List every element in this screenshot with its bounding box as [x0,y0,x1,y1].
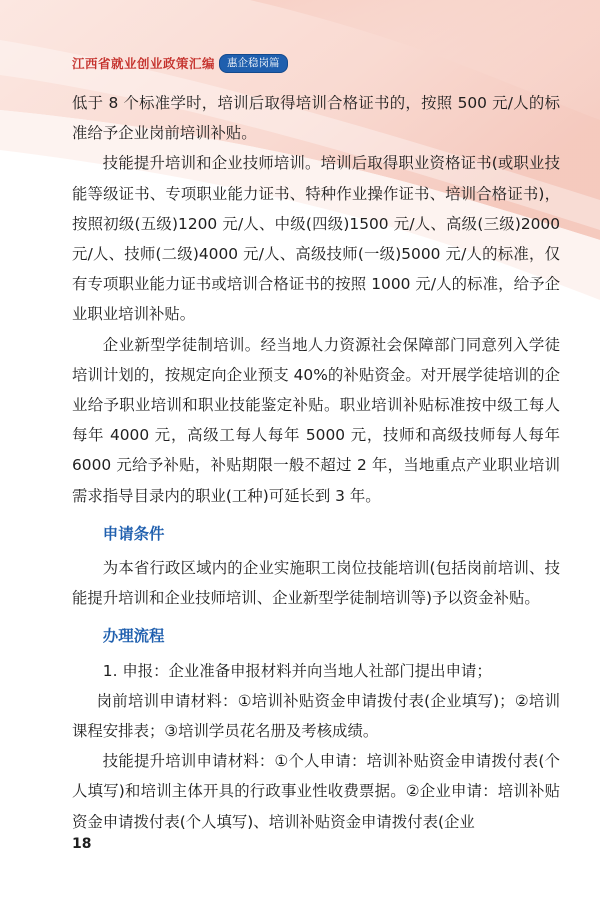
heading-process: 办理流程 [102,627,165,646]
publication-title: 江西省就业创业政策汇编 [72,55,216,71]
process-skill-materials: 技能提升培训申请材料：①个人申请：培训补贴资金申请拨付表(个人填写)和培训主体开具的行政事业性收费票据。②企业申请：培训补贴资金申请拨付表(个人填写)、培训补贴资金申请拨付表(企业 [72,752,560,831]
heading-conditions: 申请条件 [102,524,165,543]
page-content [72,88,560,837]
paragraph-apprenticeship: 企业新型学徒制培训。经当地人力资源社会保障部门同意列入学徒培训计划的，按规定向企业预支 40%的补贴资金。对开展学徒培训的企业给予职业培训和职业技能鉴定补贴。职业培训补贴标准按中级工每人每年 4000 元，高级工每人每年 5000 元，技师和高级技师每人每年 6000 元给予补贴，补贴期限一般不超过 2 年，当地重点产业职业培训需求指导目录内的职业(工种)可延长到 3 年。 [72,335,560,505]
paragraph-skill-upgrade: 技能提升培训和企业技师培训。培训后取得职业资格证书(或职业技能等级证书、专项职业能力证书、特种作业操作证书、培训合格证书)，按照初级(五级)1200 元/人、中级(四级)1500 元/人、高级(三级)2000 元/人、技师(二级)4000 元/人、高级技师(一级)5000 元/人的标准，仅有专项职业能力证书或培训合格证书的按照 1000 元/人的标准，给予企业职业培训补贴。 [72,154,560,324]
paragraph-conditions: 为本省行政区域内的企业实施职工岗位技能培训(包括岗前培训、技能提升培训和企业技师培训、企业新型学徒制培训等)予以资金补贴。 [72,559,560,608]
process-pre-job-materials: 岗前培训申请材料：①培训补贴资金申请拨付表(企业填写)；②培训课程安排表；③培训学员花名册及考核成绩。 [72,691,560,741]
page-number: 18 [72,836,92,852]
section-badge: 惠企稳岗篇 [219,54,288,73]
process-step-1: 1. 申报：企业准备申报材料并向当地人社部门提出申请； [102,661,492,680]
paragraph-pre-job-continuation: 低于 8 个标准学时，培训后取得培训合格证书的，按照 500 元/人的标准给予企业岗前培训补贴。 [72,94,560,143]
running-header [72,54,288,73]
